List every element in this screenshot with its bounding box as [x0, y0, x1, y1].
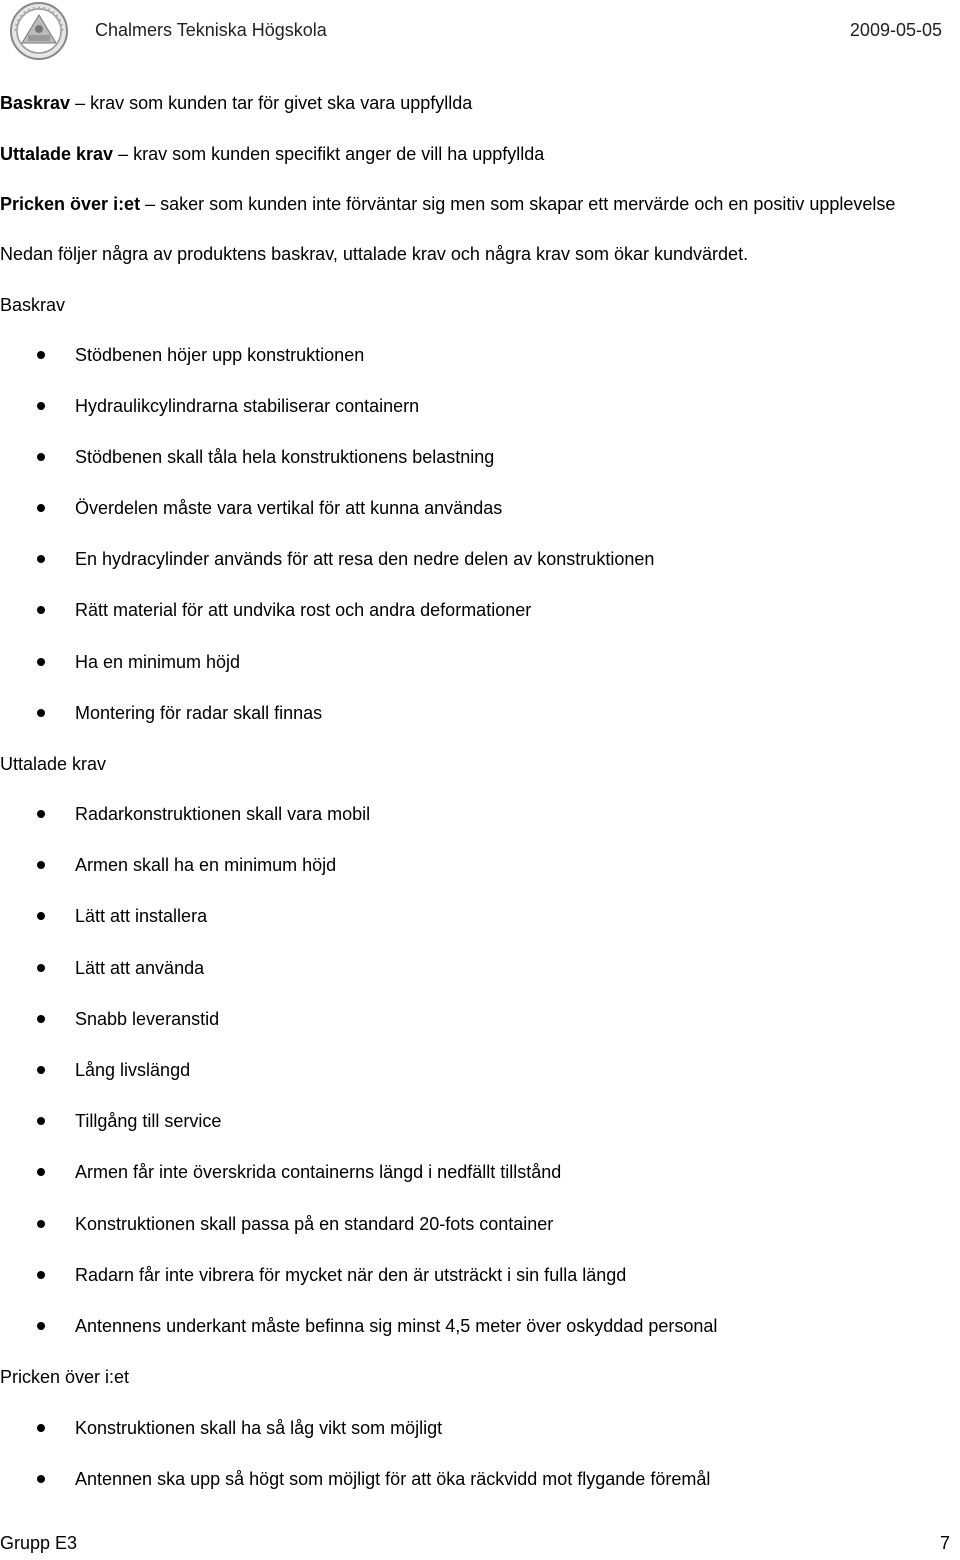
- bullet-icon: [37, 555, 45, 563]
- bullet-icon: [37, 1117, 45, 1125]
- bullet-icon: [37, 861, 45, 869]
- section-heading-uttalade: Uttalade krav: [0, 754, 107, 774]
- bullet-icon: [37, 658, 45, 666]
- list-item: Konstruktionen skall ha så låg vikt som möjligt: [75, 1418, 443, 1438]
- definition-separator: –: [113, 144, 134, 164]
- page-header: [0, 0, 960, 64]
- definition-pricken: [0, 192, 895, 216]
- bullet-icon: [37, 1475, 45, 1483]
- list-item: Armen skall ha en minimum höjd: [75, 855, 337, 875]
- bullet-icon: [37, 1015, 45, 1023]
- bullet-icon: [37, 1066, 45, 1074]
- list-item: Konstruktionen skall passa på en standard 20-fots container: [75, 1214, 554, 1234]
- bullet-icon: [37, 1271, 45, 1279]
- list-item: Radarkonstruktionen skall vara mobil: [75, 804, 371, 824]
- list-item: Rätt material för att undvika rost och andra deformationer: [75, 600, 532, 620]
- section-heading-pricken: Pricken över i:et: [0, 1367, 130, 1387]
- bullet-icon: [37, 709, 45, 717]
- list-item: Snabb leveranstid: [75, 1009, 220, 1029]
- bullet-icon: [37, 453, 45, 461]
- section-heading-baskrav: Baskrav: [0, 295, 66, 315]
- list-item: En hydracylinder används för att resa den nedre delen av konstruktionen: [75, 549, 655, 569]
- list-item: Radarn får inte vibrera för mycket när den är utsträckt i sin fulla längd: [75, 1265, 627, 1285]
- bullet-icon: [37, 351, 45, 359]
- list-item: Lätt att installera: [75, 906, 208, 926]
- definition-separator: –: [140, 194, 161, 214]
- list-item: Montering för radar skall finnas: [75, 703, 323, 723]
- bullet-icon: [37, 402, 45, 410]
- definition-term: Uttalade krav: [0, 144, 114, 164]
- bullet-icon: [37, 504, 45, 512]
- bullet-icon: [37, 1168, 45, 1176]
- list-item: Armen får inte överskrida containerns längd i nedfällt tillstånd: [75, 1162, 562, 1182]
- chalmers-seal-icon: [8, 1, 70, 61]
- list-item: Antennens underkant måste befinna sig minst 4,5 meter över oskyddad personal: [75, 1316, 718, 1336]
- list-item: Lång livslängd: [75, 1060, 191, 1080]
- footer-group: Grupp E3: [0, 1533, 78, 1553]
- list-item: Stödbenen höjer upp konstruktionen: [75, 345, 365, 365]
- definition-text: saker som kunden inte förväntar sig men som skapar ett mervärde och en positiv upplevelse: [160, 194, 896, 214]
- list-item: Stödbenen skall tåla hela konstruktionens belastning: [75, 447, 495, 467]
- list-item: Ha en minimum höjd: [75, 652, 241, 672]
- list-item: Överdelen måste vara vertikal för att kunna användas: [75, 498, 503, 518]
- bullet-icon: [37, 1322, 45, 1330]
- definition-text: krav som kunden specifikt anger de vill ha uppfyllda: [133, 144, 545, 164]
- bullet-icon: [37, 810, 45, 818]
- page-number: 7: [939, 1533, 950, 1553]
- header-date: 2009-05-05: [849, 20, 942, 40]
- bullet-icon: [37, 1424, 45, 1432]
- definition-separator: –: [70, 93, 91, 113]
- list-item: Tillgång till service: [75, 1111, 222, 1131]
- list-item: Antennen ska upp så högt som möjligt för att öka räckvidd mot flygande föremål: [75, 1469, 711, 1489]
- bullet-icon: [37, 1220, 45, 1228]
- list-item: Lätt att använda: [75, 958, 205, 978]
- definition-text: krav som kunden tar för givet ska vara uppfyllda: [90, 93, 473, 113]
- definition-term: Pricken över i:et: [0, 194, 141, 214]
- definition-baskrav: [0, 91, 472, 115]
- institution-name: Chalmers Tekniska Högskola: [95, 20, 327, 40]
- definition-term: Baskrav: [0, 93, 71, 113]
- definition-uttalade: [0, 142, 544, 166]
- intro-paragraph: Nedan följer några av produktens baskrav, uttalade krav och några krav som ökar kundvärdet.: [0, 244, 749, 264]
- list-item: Hydraulikcylindrarna stabiliserar containern: [75, 396, 420, 416]
- bullet-icon: [37, 964, 45, 972]
- bullet-icon: [37, 606, 45, 614]
- bullet-icon: [37, 912, 45, 920]
